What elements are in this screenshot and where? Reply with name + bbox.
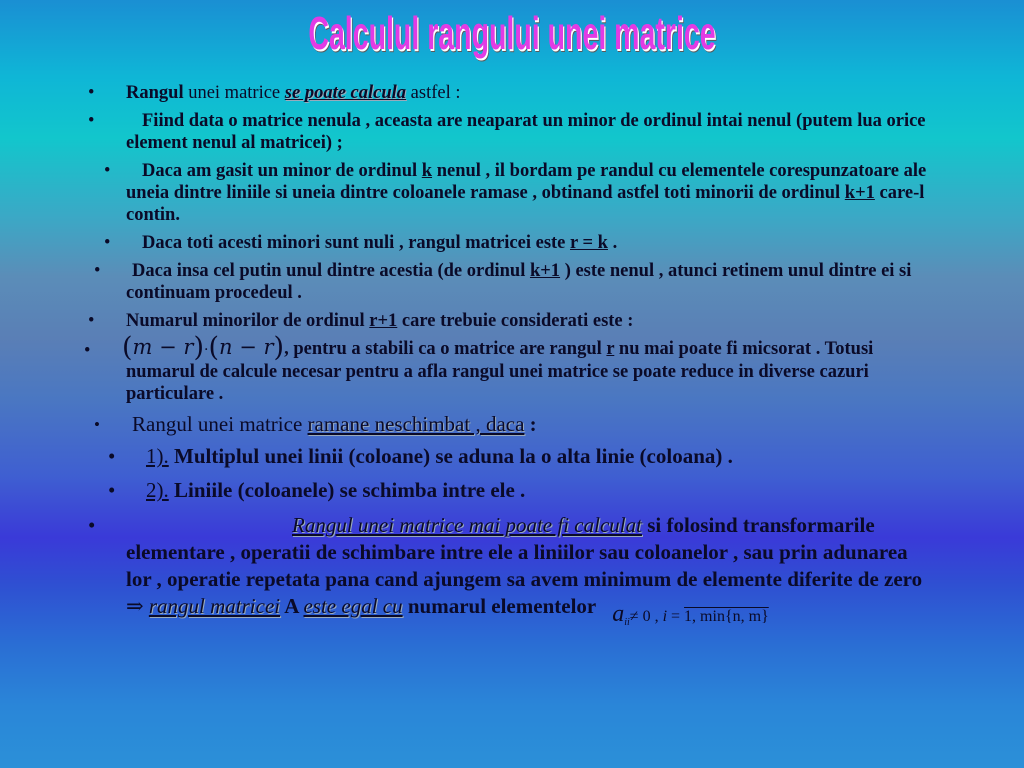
bullet-icon: • [84, 341, 91, 361]
bullet-icon: • [104, 161, 111, 181]
formula: (m − r)·(n − r) [122, 332, 285, 363]
bullet-icon: • [104, 233, 111, 253]
list-item: • Daca am gasit un minor de ordinul k nenul , il bordam pe randul cu elementele corespunzatoare ale uneia dintre liniile si uneia dintre coloanele ramase , obtinand astfel toti minorii de ordinul k+1 care-l contin. [88, 160, 938, 226]
bullet-icon: • [108, 444, 116, 468]
bullet-icon: • [94, 415, 100, 434]
bullet-icon: • [108, 478, 116, 502]
implies-icon: ⇒ [126, 594, 144, 618]
bullet-icon: • [88, 83, 95, 103]
bullet-icon: • [88, 513, 96, 537]
list-item: • Rangul unei matrice mai poate fi calculat si folosind transformarile elementare , operatii de schimbare intre ele a liniilor sau coloanelor , sau prin adunarea lor , operatie repetata pana cand ajungem sa avem minimum de elemente diferite de zero ⇒ rangul matricei A este egal cu numarul elementelor $_{a_{ii}\ne 0 , i = 1, min\{n, m\}}$ [88, 513, 923, 629]
list-item: • 2). Liniile (coloanele) se schimba intre ele . [88, 477, 938, 504]
list-item: • Fiind data o matrice nenula , aceasta are neaparat un minor de ordinul intai nenul (putem lua orice element nenul al matricei) ; [88, 111, 926, 153]
bullet-icon: • [88, 311, 95, 331]
formula-nonzero: aii≠ 0 , i = 1, min{n, m} [612, 601, 769, 629]
list-item: • 1). Multiplul unei linii (coloane) se aduna la o alta linie (coloana) . [88, 443, 938, 470]
list-item: • Rangul unei matrice ramane neschimbat , daca : [88, 411, 938, 438]
list-item: • Daca insa cel putin unul dintre acestia (de ordinul k+1 ) este nenul , atunci retinem unul dintre ei si continuam procedeul . [88, 260, 938, 304]
bullet-icon: • [88, 111, 95, 131]
list-item: • Numarul minorilor de ordinul r+1 care trebuie considerati este : [88, 311, 634, 331]
bullet-icon: • [94, 261, 101, 281]
bullet-list [84, 82, 938, 629]
list-item: • Daca toti acesti minori sunt nuli , rangul matricei este r = k . [88, 232, 938, 254]
list-item: • (m − r)·(n − r), pentru a stabili ca o matrice are rangul r nu mai poate fi micsorat . Totusi numarul de calcule necesar pentru a afla rangul unei matrice se poate reduce in diverse cazuri particulare . [84, 332, 874, 404]
list-item: • Rangul unei matrice se poate calcula astfel : [88, 83, 461, 103]
title-wrap [100, 0, 1024, 70]
slide-title: Calculul rangului unei matrice [308, 7, 716, 59]
